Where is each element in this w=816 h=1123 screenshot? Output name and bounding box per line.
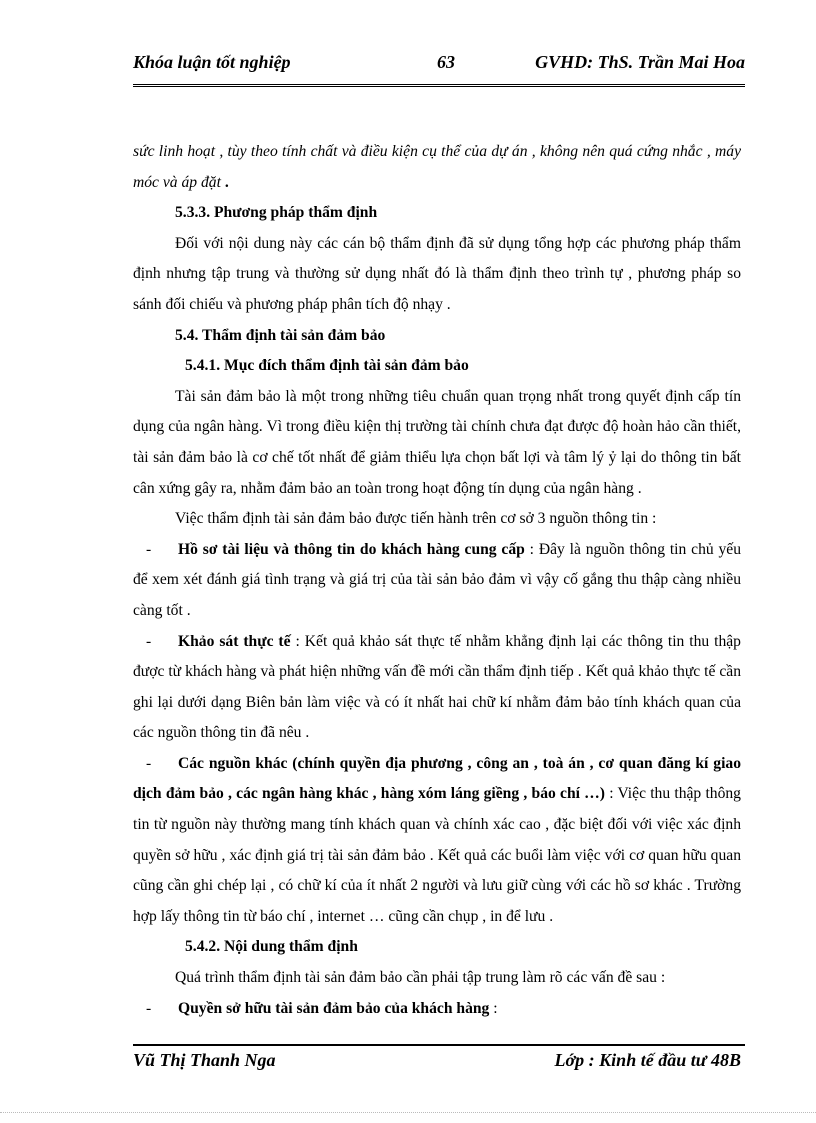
header-page-number: 63 — [437, 52, 455, 72]
body-text — [133, 137, 741, 1024]
section-heading-5-4: 5.4. Thẩm định tài sản đảm bảo — [175, 326, 386, 344]
footer-author: Vũ Thị Thanh Nga — [133, 1050, 276, 1070]
list-item-text: : Kết quả khảo sát thực tế nhằm khẳng định lại các thông tin thu thập được từ khách hàng và phát hiện những vấn đề mới cần thẩm định tiếp . Kết quả khảo thực tế cần ghi lại dưới dạng Biên bản làm việc và có ít nhất hai chữ kí nhằm đảm bảo tính khách quan của các nguồn thông tin đã nêu . — [133, 632, 741, 742]
header-supervisor: GVHD: ThS. Trần Mai Hoa — [535, 52, 745, 72]
list-item-title: Khảo sát thực tế — [178, 632, 291, 650]
header-rule — [133, 84, 745, 89]
section-heading-5-4-2: 5.4.2. Nội dung thẩm định — [185, 938, 358, 956]
list-item — [133, 994, 741, 1025]
list-item-title: Quyền sở hữu tài sản đảm bảo của khách hàng — [178, 999, 490, 1017]
footer-rule — [133, 1044, 745, 1046]
list-item — [133, 535, 741, 627]
paragraph-end: . — [220, 173, 229, 191]
list-item-text: : Đây là nguồn thông tin chủ yếu để xem xét đánh giá tình trạng và giá trị của tài sản bảo đảm vì vậy cố gắng thu thập càng nhiều càng tốt . — [133, 540, 741, 619]
page-header — [133, 52, 745, 82]
list-item — [133, 749, 741, 933]
section-heading-5-4-1: 5.4.1. Mục đích thẩm định tài sản đảm bảo — [185, 357, 469, 375]
page-edge — [0, 1112, 816, 1113]
bullet-dash: - — [146, 540, 152, 558]
paragraph: Tài sản đảm bảo là một trong những tiêu chuẩn quan trọng nhất trong quyết định cấp tín dụng của ngân hàng. Vì trong điều kiện thị trường tài chính chưa đạt được độ hoàn hảo cần thiết, tài sản đảm bảo là cơ chế tốt nhất để giảm thiểu lựa chọn bất lợi và tâm lý ỷ lại do thông tin bất cân xứng gây ra, nhằm đảm bảo an toàn trong hoạt động tín dụng của ngân hàng . — [133, 387, 741, 497]
paragraph: Đối với nội dung này các cán bộ thẩm định đã sử dụng tổng hợp các phương pháp thẩm định nhưng tập trung và thường sử dụng nhất đó là thẩm định theo trình tự , phương pháp so sánh đối chiếu và phương pháp phân tích độ nhạy . — [133, 234, 741, 313]
list-item-text: : Việc thu thập thông tin từ nguồn này thường mang tính khách quan và chính xác cao , đặc biệt đối với việc xác định quyền sở hữu , xác định giá trị tài sản đảm bảo . Kết quả các buổi làm việc với cơ quan hữu quan cũng cần ghi chép lại , có chữ kí của ít nhất 2 người và lưu giữ cùng với các hồ sơ khác . Trường hợp lấy thông tin từ báo chí , internet … cũng cần chụp , in để lưu . — [133, 785, 741, 925]
bullet-dash: - — [146, 999, 152, 1017]
italic-text: sức linh hoạt , tùy theo tính chất và điều kiện cụ thể của dự án , không nên quá cứng nhắc , máy móc và áp đặt — [133, 143, 741, 191]
bullet-dash: - — [146, 632, 152, 650]
section-heading-5-3-3: 5.3.3. Phương pháp thẩm định — [175, 204, 378, 222]
bullet-dash: - — [146, 754, 152, 772]
list-item-text: : — [489, 999, 498, 1017]
list-item-title: Hồ sơ tài liệu và thông tin do khách hàng cung cấp — [178, 540, 525, 558]
list-item-title: Các nguồn khác (chính quyền địa phương , công an , toà án , cơ quan đăng kí giao dịch đảm bảo , các ngân hàng khác , hàng xóm láng giềng , báo chí …) — [133, 754, 741, 803]
footer-class: Lớp : Kinh tế đầu tư 48B — [554, 1050, 741, 1070]
paragraph: Việc thẩm định tài sản đảm bảo được tiến hành trên cơ sở 3 nguồn thông tin : — [175, 510, 657, 528]
header-thesis-label: Khóa luận tốt nghiệp — [133, 52, 291, 72]
paragraph: Quá trình thẩm định tài sản đảm bảo cần phải tập trung làm rõ các vấn đề sau : — [175, 969, 666, 987]
page-footer — [133, 1050, 741, 1080]
list-item — [133, 627, 741, 749]
paragraph — [133, 137, 741, 198]
